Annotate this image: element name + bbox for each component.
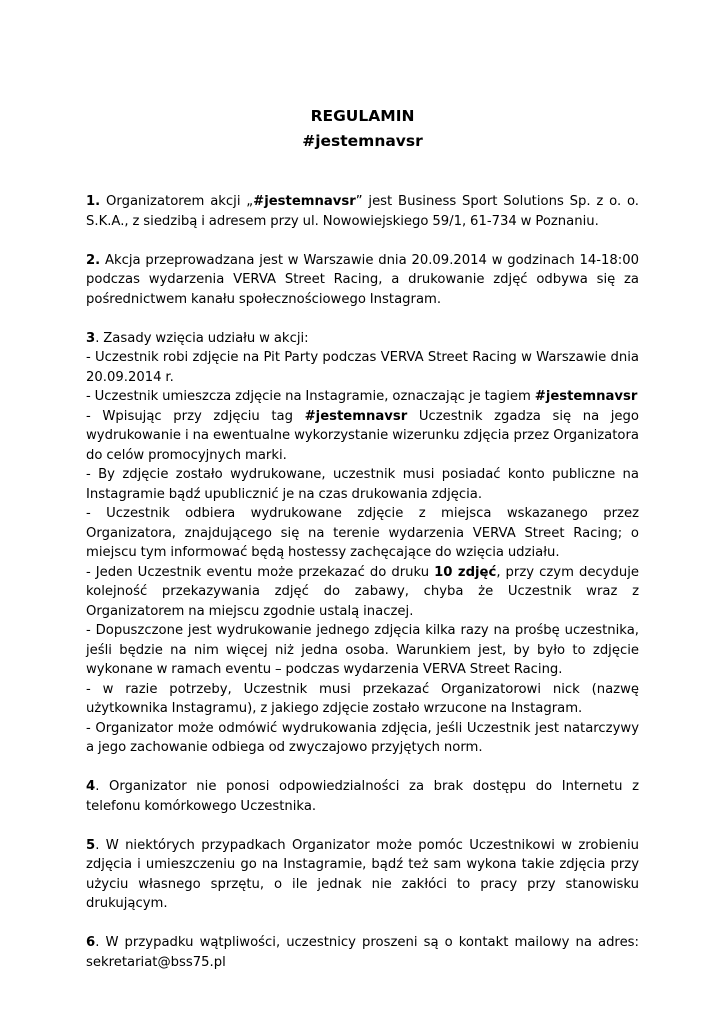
- section-4: [86, 777, 639, 816]
- rule-item: [86, 407, 639, 466]
- document-title: REGULAMIN: [310, 107, 415, 125]
- rule-item: - By zdjęcie zostało wydrukowane, uczestnik musi posiadać konto publiczne na Instagramie bądź upublicznić je na czas drukowania zdjęcia.: [86, 467, 639, 502]
- section-number: 6: [86, 935, 96, 950]
- section-3-intro: [86, 329, 639, 349]
- section-6: [86, 933, 639, 972]
- contact-email: sekretariat@bss75.pl: [86, 954, 226, 970]
- section-3: [86, 329, 639, 758]
- rule-text: , przy czym decyduje kolejność przekazywania zdjęć do zabawy, chyba że Uczestnik wraz z Organizatorem na miejscu zgodnie ustalą inaczej.: [86, 564, 639, 619]
- section-2: [86, 251, 639, 310]
- rule-item: - Organizator może odmówić wydrukowania zdjęcia, jeśli Uczestnik jest natarczywy a jego zachowanie odbiega od zwyczajowo przyjętych norm.: [86, 720, 639, 755]
- section-number: 5: [86, 837, 96, 853]
- section-5: [86, 836, 639, 914]
- hashtag: #jestemnavsr: [304, 408, 408, 424]
- document-subtitle-hashtag: #jestemnavsr: [302, 132, 423, 150]
- rule-item: - w razie potrzeby, Uczestnik musi przekazać Organizatorowi nick (nazwę użytkownika Instagramu), z jakiego zdjęcie zostało wrzucone na Instagram.: [86, 681, 639, 716]
- rule-item: - Uczestnik odbiera wydrukowane zdjęcie z miejsca wskazanego przez Organizatora, znajdującego się na terenie wydarzenia VERVA Street Racing; o miejscu tym informować będą hostessy zachęcające do wzięcia udziału.: [86, 506, 639, 560]
- rule-item: - Dopuszczone jest wydrukowanie jednego zdjęcia kilka razy na prośbę uczestnika, jeśli będzie na nim więcej niż jedna osoba. Warunkiem jest, by było to zdjęcie wykonane w ramach eventu – podczas wydarzenia VERVA Street Racing.: [86, 623, 639, 677]
- section-1: [86, 192, 639, 231]
- section-text: ” jest Business Sport Solutions Sp. z o. o. S.K.A., z siedzibą i adresem przy ul. Nowowiejskiego 59/1, 61-734 w Poznaniu.: [86, 194, 639, 229]
- section-number: 2.: [86, 252, 101, 268]
- rule-item: - Uczestnik robi zdjęcie na Pit Party podczas VERVA Street Racing w Warszawie dnia 20.09.2014 r.: [86, 350, 639, 385]
- section-text: Akcja przeprowadzana jest w Warszawie dnia 20.09.2014 w godzinach 14-18:00 podczas wydarzenia VERVA Street Racing, a drukowanie zdjęć odbywa się za pośrednictwem kanału społecznościowego Instagram.: [86, 252, 639, 307]
- section-number: 3: [86, 330, 96, 346]
- section-text: . W przypadku wątpliwości, uczestnicy proszeni są o kontakt mailowy na adres:: [95, 935, 639, 950]
- photo-limit: 10 zdjęć: [434, 564, 497, 580]
- rule-item: [86, 563, 639, 622]
- rule-text: - Wpisując przy zdjęciu tag: [86, 408, 305, 424]
- hashtag: #jestemnavsr: [534, 389, 638, 404]
- hashtag: #jestemnavsr: [253, 194, 356, 209]
- section-text: . Organizator nie ponosi odpowiedzialności za brak dostępu do Internetu z telefonu komórkowego Uczestnika.: [86, 779, 639, 814]
- section-number: 1.: [86, 194, 101, 209]
- section-text: . Zasady wzięcia udziału w akcji:: [95, 330, 309, 346]
- section-text: Organizatorem akcji „: [100, 194, 254, 209]
- rule-text: - Jeden Uczestnik eventu może przekazać do druku: [86, 564, 435, 580]
- section-number: 4: [86, 779, 96, 794]
- rule-item: [86, 387, 639, 407]
- section-text: . W niektórych przypadkach Organizator może pomóc Uczestnikowi w zrobieniu zdjęcia i umieszczeniu go na Instagramie, bądź też sam wykona takie zdjęcia przy użyciu własnego sprzętu, o ile jednak nie zakłóci to pracy przy stanowisku drukującym.: [86, 837, 639, 911]
- regulations-body: [86, 192, 639, 992]
- rule-text: Uczestnik zgadza się na jego wydrukowanie i na ewentualne wykorzystanie wizerunku zdjęcia przez Organizatora do celów promocyjnych marki.: [86, 408, 639, 463]
- rule-text: - Uczestnik umieszcza zdjęcie na Instagramie, oznaczając je tagiem: [86, 389, 535, 404]
